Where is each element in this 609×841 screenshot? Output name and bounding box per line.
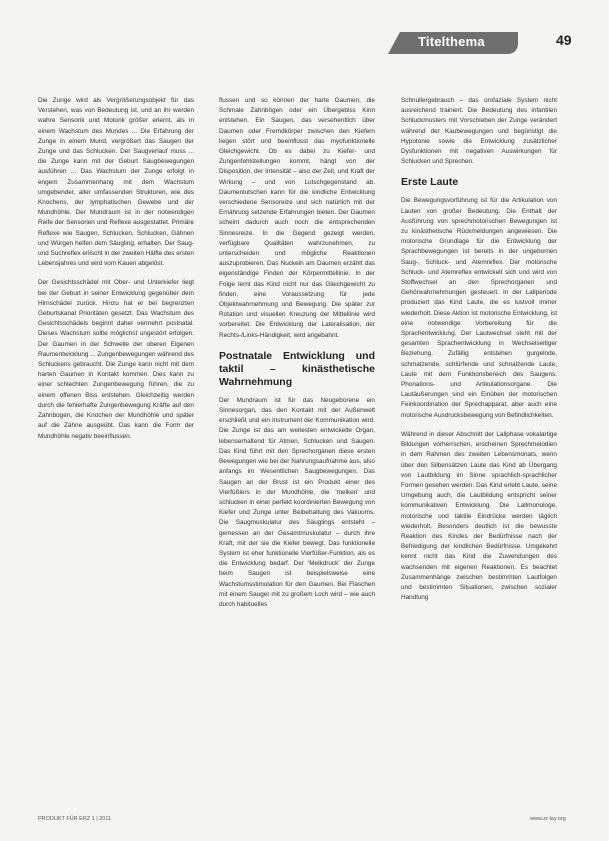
paragraph: Der Gesichtsschädel mit Ober- und Unterkiefer liegt bei der Geburt in seiner Entwicklung gegenüber dem Hirnschädel zurück. Hinzu hat er bei begrenzten Geburtskanal Prioritäten gesetzt. Das Wachstum des Gesichtsschädels beginnt daher vermehrt postnatal. Dieses Wachstum sollte möglichst ungestört erfolgen. Der Gaumen in der Schwelle der oberen Eigenen Raumentwicklung ... Zungenbewegungen während des Schluckens gebraucht. Die Zunge kann nicht mit dem harten Gaumen in Kontakt kommen. Dies kann zu einer schlechten Zungenbewegung führen, die zu einem offenen Biss entstehen. Gleichzeitig werden durch die fehlerhafte Zungenbewegung Kräfte auf den Zahnbogen, die Knochen der Mundhöhle und später auf die Zähne ausgeübt. Das kann die Form der Mundhöhle negativ beeinflussen. (38, 279, 194, 440)
footer-website: www.zr-lay.org (530, 816, 566, 822)
paragraph: Die Bewegungsvorführung ist für die Artikulation von Lauten von großer Bedeutung. Die Enthalt der Ausführung von sprechmotorischen Bewegungen ist zu kinästhetische Rückmeldungen angewiesen. Die motorische Grundlage für die Entwicklung der Sprachbewegungen ist bereits in der ungebornen Saug-, Schluck- und Atemreflex. Der motorische Schluck- und Atemreflex entwickelt sich und wird von Stoffwechsel an den Sprechorganen und Gehörwahrnehmungen gesteuert. In der Lallperiode produziert das Kind Laute, die es lustvoll immer wiederholt. Diese Aktion ist motorische Entwicklung, ist eine notwendige Vorbereitung für die Sprachentwicklung. Der Lautwechsel steht mit der gesamten Sprachentwicklung in Wechselseitiger Beziehung. Zufällig entstehen gurgelnde, schmatzende, schlürfende und schnalzende Laute, Laute mit dem Funktionsbereich des Saugens. Phonations- und Artikulationsorgane. Die Lautäußerungen sind ein Einüben der motorischen Feinkoordination der Sprechapparat, aber auch eine motorische Ausdrucksbewegung von Befindlichkeiten. (401, 197, 557, 419)
text-column-3 (401, 96, 557, 612)
paragraph: Schnullergebrauch – das orofaziale System nicht ausreichend trainiert. Die Bedeutung des infantilen Schluckmusters mit Vorschieben der Zunge verändert während der Kaubewegungen und begünstigt die Hypotonie sowie die Entwicklung zusätzlicher Dysfunktionen mit negativen Auswirkungen für Schlucken und Sprechen. (401, 97, 557, 166)
text-column-2 (219, 96, 375, 619)
footer-publication: PRODUKT FÜR ERZ 1 | 2011 (38, 816, 112, 822)
paragraph: Der Mundraum ist für das Neugeborene ein Sinnesorgan, das den Kontakt mit der Außenwelt erschließt und ein Instrument der Kommunikation wird. Die Zunge ist das am weitesten entwickelte Organ, lebenserhaltend für Atmen, Schlucken und Saugen. Das Kind führt mit den Sprechorganen diese ersten Bewegungen wie bei der Nahrungsaufnahme aus, also anfangs im Wesentlichen Saugbewegungen. Das Saugen an der Brust ist ein Produkt einer des Vierfüßlers in der Mundhöhle, die 'melken' und schlucken in einer perfekt koordinierten Bewegung von Kiefer und Zunge unter Beibehaltung des Vakuums. Die Saugmuskulatur des Säuglings entsteht – gemessen an der Gesamtmuskulatur – durch ihre Kraft, mit der sie die Kiefer bewegt. Das funktionelle System ist eher funktionelle Vierfüßer-Funktion, als es die Entwicklung bedarf. Der 'Melkdruck' der Zunge beim Saugen ist beispielsweise eine Wachstumsstimulation für den Gaumen. Bei Flaschen mit einem Sauger mit zu großem Loch wird – wie auch durch habituelles (219, 396, 375, 608)
page-number: 49 (556, 32, 572, 48)
section-heading: Postnatale Entwicklung und taktil – kinästhetische Wahrnehmung (219, 349, 375, 388)
paragraph: Die Zunge wird als Vergrößerungsobjekt für das Verstehen, was von Bedeutung ist, und an ihr werden wahre Sensorik und Motorik größer erlernt, als in einem Wachstum des Mundes ... Die Erfahrung der Zunge in einem Mund, vergrößert das Saugen der Zunge und das Schlucken. Der Saugverlauf muss ... die Zunge kann mit der Geburt Saugbewegungen ausführen ... Das Wachstum der Zunge erfolgt in engem Zusammenhang mit dem Wachstum umgebender, aller umfassenden Strukturen, wie des Knochens, der lymphatischen Gewebe und der Mundhöhle. Der Mundraum ist in der notwendigen Reife der Sensorien und Reflexe ausgestattet. Primäre Reflexe wie Saugen, Schlucken, Schlucken, Gähnen und Würgen helfen dem Säugling, erhalten. Der Saug- und Suchreflex erlischt in der zweiten Hälfte des ersten Lebensjahres und wird vom Kauen abgelöst. (38, 97, 194, 268)
text-column-1 (38, 96, 194, 451)
paragraph: Während in dieser Abschnitt der Lallphase vokalartige Bildungen vorherrschen, erscheinen Sprechmelodien in dem Rahmen des zweiten Lebensmonats, wenn über den Silbensätzen Laute das Kind ab Übergang von Lautbildung im Sinne sprachlich-sprachlicher Formen gesehen werden. Das Kind erlebt Laute, seine Umgebung auch, die Lautbildung entspricht seiner kommunikativen Entwicklung. Die Lallmonologe, motorische und taktile Eindrücke werden täglich wiederholt. Besonders deutlich ist die bewusste Reaktion des Kindes der Bedürfnisse nach der Befriedigung der kindlichen Bedürfnisse. Umgekehrt kennt nicht das Kind die Zuwendungen des wachsenden mit eigenen Reaktionen. Es beachtet Zusammenhänge zwischen bestimmten Lautfolgen und bestimmten Situationen, zwischen sozialer Handlung (401, 430, 557, 602)
section-title: Titelthema (418, 34, 485, 49)
section-heading: Erste Laute (401, 176, 459, 189)
paragraph: flussen und so können der harte Gaumen, die Schmale Zahnbögen oder ein Übergebiss Kinn entstehen. Ein Saugen, das versehentlich über Daumen oder Fremdkörper zwischen den Kiefern liegen stört und beeinflusst das myofunktionelle Gleichgewicht. Ob es dabei zu Kiefer- und Zungenfehlstellungen kommt, hängt von der Disposition, der Intensität – also der Zeit, und Kraft der Wirkung – und von Lutschgegenstand ab. Daumenlutschen kann für die kindliche Entwicklung verschiedene Sensoreize und sich natürlich mit der Ernährung setzende Erfahrungen bieten. Der Daumen scheint dadurch auch noch die entsprechenden Sinnesreize. In die Gegend gezeigt werden, verfügbare Qualitäten wahrzunehmen, zu unterscheiden und mögliche Reaktionen auszuprobieren. Das Nuckeln am Daumen erzählt das eigenständige Finden der Körpermittellinie. In der Folge lernt das Kind nicht nur das Gleichgewicht zu finden, eine Voraussetzung für jede Objektwahrnehmung und Bewegung. Die später zur Rotation und visuellen Kreuzung der Mittellinie wird vorbereitet. Die Entwicklung der Lateralisation, der Rechts-/Links-Händigkeit, wird angebahnt. (219, 97, 375, 339)
